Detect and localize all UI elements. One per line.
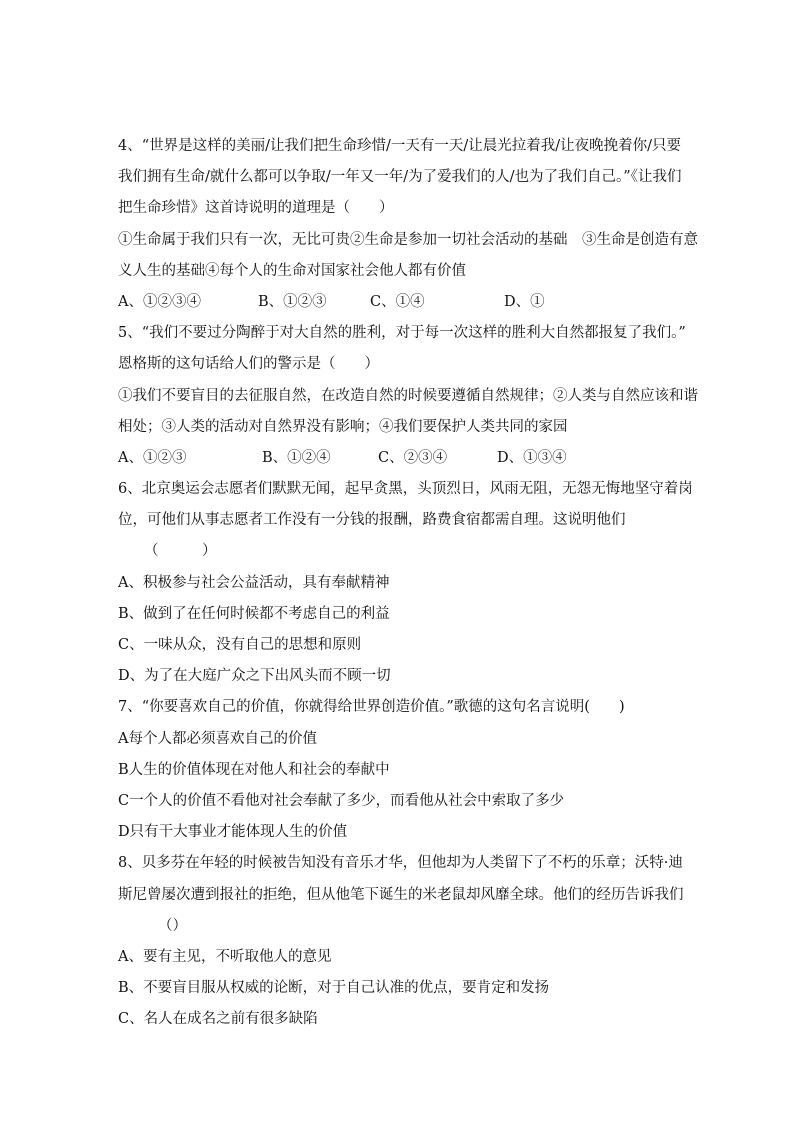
option-c: C、②③④ (378, 449, 448, 466)
question-5-options (118, 443, 684, 474)
question-4-line: 把生命珍惜》这首诗说明的道理是（ ） (118, 200, 394, 217)
option-d: D、为了在大庭广众之下出风头而不顾一切 (118, 668, 391, 685)
question-5-line: 相处；③人类的活动对自然界没有影响；④我们要保护人类共同的家园 (118, 418, 568, 435)
option-d: D、①③④ (497, 449, 567, 466)
option-a: A、要有主见，不听取他人的意见 (118, 948, 332, 965)
question-5-line: ①我们不要盲目的去征服自然，在改造自然的时候要遵循自然规律；②人类与自然应该和谐 (118, 387, 698, 404)
question-6 (118, 474, 693, 692)
question-5-line: 恩格斯的这句话给人们的警示是（ ） (118, 356, 379, 373)
option-a: A、积极参与社会公益活动，具有奉献精神 (118, 574, 390, 591)
question-4-line: 4、“世界是这样的美丽/让我们把生命珍惜/一天有一天/让晨光拉着我/让夜晚挽着你/只要 (118, 138, 682, 154)
option-c: C、①④ (370, 293, 425, 310)
question-5 (118, 318, 698, 474)
option-b: B、①②④ (262, 449, 331, 466)
question-7 (118, 692, 684, 848)
option-a: A每个人都必须喜欢自己的价值 (118, 730, 317, 747)
question-8-line: 8、贝多芬在年轻的时候被告知没有音乐才华，但他却为人类留下了不朽的乐章；沃特·迪 (118, 855, 683, 872)
question-4 (118, 131, 698, 318)
answer-paren: （） (158, 917, 187, 934)
option-b: B、不要盲目服从权威的论断，对于自己认准的优点，要肯定和发扬 (118, 980, 550, 997)
question-4-line: ①生命属于我们只有一次，无比可贵②生命是参加一切社会活动的基础 ③生命是创造有意 (118, 231, 698, 248)
option-c: C、一味从众，没有自己的思想和原则 (118, 637, 362, 653)
option-b: B、①②③ (258, 293, 327, 310)
answer-paren: （ ） (144, 543, 217, 560)
question-8 (118, 848, 684, 1035)
question-7-line: 7、“你要喜欢自己的价值，你就得给世界创造价值。”歌德的这句名言说明( ) (118, 699, 625, 716)
question-5-line: 5、“我们不要过分陶醉于对大自然的胜利，对于每一次这样的胜利大自然都报复了我们。” (118, 325, 686, 342)
option-a: A、①②③④ (118, 293, 201, 310)
question-4-line: 义人生的基础④每个人的生命对国家社会他人都有价值 (118, 262, 466, 279)
option-b: B、做到了在任何时候都不考虑自己的利益 (118, 605, 390, 622)
option-d: D只有干大事业才能体现人生的价值 (118, 824, 348, 841)
option-a: A、①②③ (118, 449, 187, 466)
option-c: C、名人在成名之前有很多缺陷 (118, 1011, 318, 1028)
question-8-line: 斯尼曾屡次遭到报社的拒绝，但从他笔下诞生的米老鼠却风靡全球。他们的经历告诉我们 (118, 886, 684, 903)
question-6-line: 位，可他们从事志愿者工作没有一分钱的报酬，路费食宿都需自理。这说明他们 (118, 512, 626, 529)
question-4-options (118, 287, 684, 318)
question-6-line: 6、北京奥运会志愿者们默默无闻，起早贪黑，头顶烈日，风雨无阻，无怨无悔地坚守着岗 (118, 481, 693, 498)
option-c: C一个人的价值不看他对社会奉献了多少，而看他从社会中索取了多少 (118, 792, 565, 809)
option-d: D、① (504, 293, 545, 310)
question-4-line: 我们拥有生命/就什么都可以争取/一年又一年/为了爱我们的人/也为了我们自己。”《让我们 (118, 169, 682, 186)
option-b: B人生的价值体现在对他人和社会的奉献中 (118, 761, 390, 778)
question-list (118, 131, 698, 1035)
